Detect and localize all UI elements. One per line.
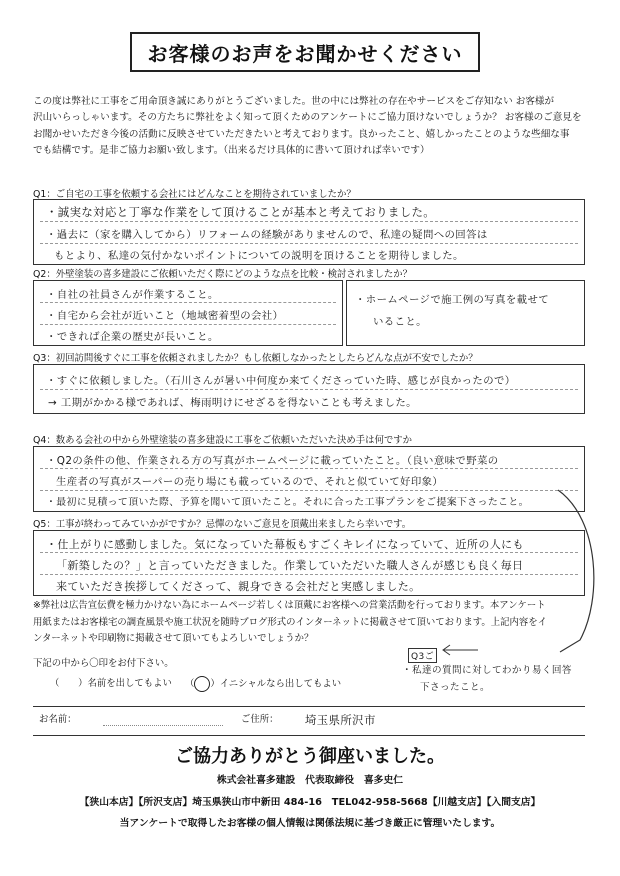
q1-answer-line: ・誠実な対応と丁寧な作業をして頂けることが基本と考えておりました。 [46,205,436,219]
name-label: お名前： [39,714,77,725]
q2-answer-line: ・自宅から会社が近いこと（地域密着型の会社） [46,310,284,322]
q1-answer-line: もとより、私達の気付かないポイントについての説明を頂けることを期待しました。 [54,250,464,262]
option-name-ok[interactable] [50,676,172,693]
option-initial-ok[interactable] [185,676,341,693]
q3-answer-line: ・すぐに依頼しました。（石川さんが暑い中何度か来てくださっていた時、感じが良かったので） [46,375,516,387]
q4-answer-line: ・Q2の条件の他、作業される方の写真がホームページに載っていたこと。（良い意味で野菜の [46,455,499,467]
name-address-row [33,706,585,736]
address-value: 埼玉県所沢市 [305,713,376,727]
q5-answer-box [33,530,585,596]
q5-answer-line: 来ていただき挨拶してくださって、親身できる会社だと実感しました。 [56,580,421,593]
q4-answer-line: ・最初に見積って頂いた際、予算を聞いて頂いたこと。それに合った工事プランをご提案下さったこと。 [46,497,529,508]
option-paren: （ ） [50,678,88,689]
name-field[interactable] [103,725,223,726]
q4-answer-box [33,446,585,512]
intro-line: 沢山いらっしゃいます。その方たちに弊社をよく知って頂くためのアンケートにご協力頂けないでしょうか？ お客様のご意見を [33,112,582,124]
address-label: ご住所： [241,714,279,725]
q2-answer-line: ・ホームページで施工例の写真を載せて [355,294,550,306]
option-label: イニシャルなら出してもよい [219,678,342,690]
q3-answer-box [33,364,585,414]
q3-question: Q3：初回訪問後すぐに工事を依頼されましたか？もし依頼しなかったとしたらどんな点が不安でしたか？ [33,353,478,364]
q5-answer-line: 「新築したの？」と言っていただきました。作業していただいた職人さんが感じも良く毎日 [56,559,524,572]
privacy-notice: 当アンケートで取得したお客様の個人情報は関係法規に基づき厳正に管理いたします。 [119,818,501,829]
q2-answer-line: ・できれば企業の歴史が長いこと。 [46,331,219,343]
q2-answer-box-right [346,280,585,346]
selected-circle-icon [194,676,210,692]
side-note-tag: Q3ご [408,648,437,663]
q1-question: Q1：ご自宅の工事を依頼する会社にはどんなことを期待されていましたか？ [33,189,356,200]
q4-question: Q4：数ある会社の中から外壁塗装の喜多建設に工事をご依頼いただいた決め手は何ですか [33,435,412,446]
q2-answer-line: いること。 [373,316,427,328]
pointer-arrow-icon [440,644,480,656]
intro-text [33,94,593,160]
branch-info: 【狭山本店】【所沢支店】埼玉県狭山市中新田 484-16 TEL042-958-5668【川越支店】【入間支店】 [79,797,541,808]
intro-line: お聞かせいただき今後の活動に反映させていただきたいと考えております。良かったこと、嬉しかったことのような些細な事 [33,128,570,140]
q5-answer-line: ・仕上がりに感動しました。気になっていた幕板もすごくキレイになっていて、近所の人にも [46,538,524,551]
choose-instruction: 下記の中から〇印をお付下さい。 [33,658,174,669]
side-note-line: 下さったこと。 [420,682,490,693]
q3-answer-line: → 工期がかかる様であれば、梅雨明けにせざるを得ないことも考えました。 [48,397,417,409]
q2-answer-line: ・自社の社員さんが作業すること。 [46,289,219,301]
q1-answer-box [33,199,585,265]
page-title: お客様のお声をお聞かせください [130,32,480,72]
option-label: 名前を出してもよい [87,678,172,689]
intro-line: でも結構です。是非ご協力お願い致します。（出来るだけ具体的に書いて頂ければ幸いです） [33,145,430,157]
side-note-line: ・私達の質問に対してわかり易く回答 [402,665,572,676]
q4-answer-line: 生産者の写真がスーパーの売り場にも載っているので、それと似ていて好印象） [56,476,444,488]
q5-question: Q5：工事が終わってみていかがですか？忌憚のないご意見を頂戴出来ましたら幸いです。 [33,519,412,530]
option-paren: ） [210,678,220,690]
option-paren: （ [185,678,195,690]
q2-question: Q2：外壁塗装の喜多建設にご依頼いただく際にどのような点を比較・検討されましたか？ [33,269,412,280]
company-info: 株式会社喜多建設 代表取締役 喜多史仁 [216,775,404,786]
intro-line: この度は弊社に工事をご用命頂き誠にありがとうございました。世の中には弊社の存在やサービスをご存知ない お客様が [33,96,555,107]
q2-answer-box-left [33,280,343,346]
publish-notice [33,598,598,648]
q1-answer-line: ・過去に（家を購入してから）リフォームの経験がありませんので、私達の疑問への回答は [46,229,488,241]
closing-message: ご協力ありがとう御座いました。 [175,746,445,767]
notice-line: 用紙またはお客様宅の調査風景や施工状況を随時ブログ形式のインターネットに掲載させて頂いております。上記内容をイ [33,616,548,628]
notice-line: ※弊社は広告宣伝費を極力かけない為にホームページ若しくは頂戴にお客様への営業活動を行っております。本アンケート [33,600,546,611]
notice-line: ンターネットや印刷物に掲載させて頂いてもよろしいでしょうか？ [33,633,314,645]
